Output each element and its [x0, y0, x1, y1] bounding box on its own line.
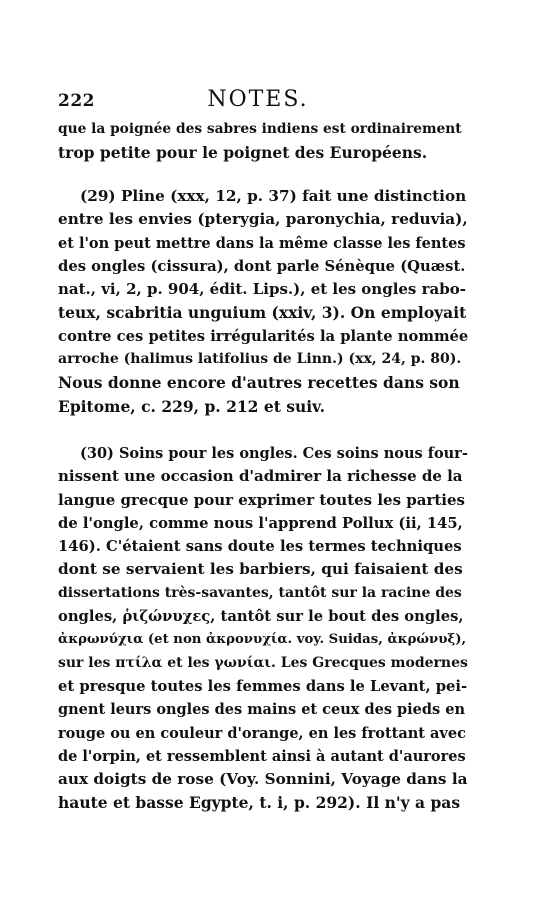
text-line: langue grecque pour exprimer toutes les parties — [58, 490, 465, 509]
text-line: ongles, ῥιζώνυχες, tantôt sur le bout des ongles, — [58, 608, 464, 626]
text-line: (29) Pline (xxx, 12, p. 37) fait une distinction — [80, 187, 467, 205]
text-line: entre les envies (pterygia, paronychia, reduvia), — [58, 210, 468, 229]
text-line: et presque toutes les femmes dans le Levant, pei- — [58, 677, 468, 695]
text-line: teux, scabritia unguium (xxiv, 3). On employait — [58, 303, 467, 323]
note-30 — [58, 442, 468, 815]
text-line: Epitome, c. 229, p. 212 et suiv. — [58, 396, 325, 416]
text-line: 146). C'étaient sans doute les termes techniques — [58, 538, 462, 556]
text-line: et l'on peut mettre dans la même classe les fentes — [58, 234, 466, 252]
running-title: NOTES. — [207, 87, 309, 112]
text-line: de l'ongle, comme nous l'apprend Pollux (ii, 145, — [58, 514, 463, 532]
page-header — [58, 87, 458, 113]
text-line: sur les πτίλα et les γωνίαι. Les Grecques modernes — [58, 654, 468, 671]
text-line: dont se servaient les barbiers, qui faisaient des — [58, 560, 463, 579]
text-line: (30) Soins pour les ongles. Ces soins nous four- — [80, 445, 468, 462]
text-line: trop petite pour le poignet des Européens. — [58, 143, 428, 163]
text-line: nat., vi, 2, p. 904, édit. Lips.), et les ongles rabo- — [58, 280, 466, 299]
text-line: nissent une occasion d'admirer la richesse de la — [58, 467, 463, 486]
text-line: de l'orpin, et ressemblent ainsi à autant d'aurores — [58, 747, 466, 765]
page-number: 222 — [58, 91, 95, 111]
text-line: haute et basse Egypte, t. i, p. 292). Il n'y a pas — [58, 793, 461, 813]
text-line: rouge ou en couleur d'orange, en les frottant avec — [58, 724, 466, 742]
text-line: ἀκρωνύχια (et non ἀκρονυχία. voy. Suidas, ἀκρώνυξ), — [58, 632, 467, 648]
text-line: dissertations très-savantes, tantôt sur la racine des — [58, 584, 462, 601]
text-line: Nous donne encore d'autres recettes dans son — [58, 373, 460, 393]
text-line: aux doigts de rose (Voy. Sonnini, Voyage dans la — [58, 770, 468, 789]
text-line: que la poignée des sabres indiens est ordinairement — [58, 121, 462, 137]
text-line: contre ces petites irrégularités la plante nommée — [58, 327, 468, 345]
text-line: gnent leurs ongles des mains et ceux des pieds en — [58, 701, 466, 719]
text-line: arroche (halimus latifolius de Linn.) (xx, 24, p. 80). — [58, 351, 462, 368]
note-29 — [58, 185, 468, 418]
paragraph-continuation — [58, 118, 468, 165]
text-line: des ongles (cissura), dont parle Sénèque (Quæst. — [58, 257, 466, 275]
